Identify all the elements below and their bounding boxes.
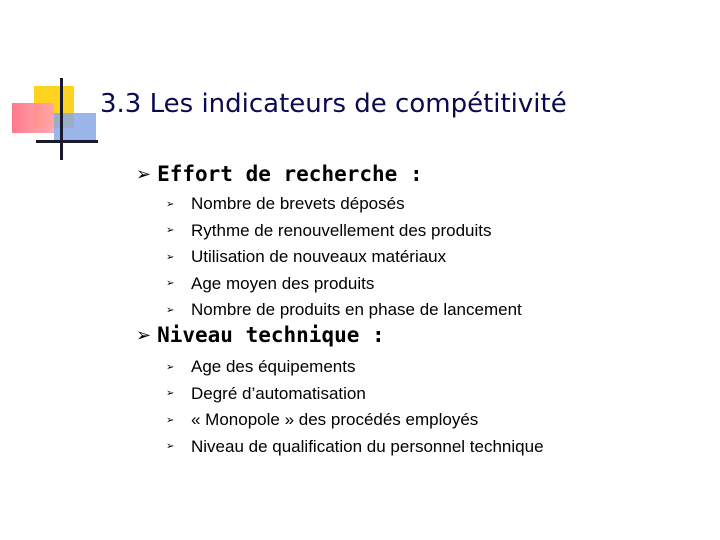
slide-title: 3.3 Les indicateurs de compétitivité — [100, 89, 567, 119]
list-item-label: « Monopole » des procédés employés — [191, 410, 479, 430]
arrowhead-right-icon: ➢ — [166, 278, 175, 290]
list-item-label: Niveau de qualification du personnel technique — [191, 436, 544, 456]
list-item-label: Nombre de produits en phase de lancement — [191, 300, 522, 320]
list-item-label: Age des équipements — [191, 357, 356, 377]
decor-red-square-highlight — [12, 103, 54, 133]
decor-vertical-line — [60, 78, 63, 160]
list-item — [166, 381, 544, 408]
decor-horizontal-line — [36, 140, 98, 143]
arrowhead-right-icon: ➢ — [166, 388, 175, 400]
list-item — [166, 271, 522, 298]
list-item-label: Rythme de renouvellement des produits — [191, 220, 492, 240]
section-heading-text: Niveau technique : — [157, 323, 385, 347]
list-item — [166, 244, 522, 271]
niveau-technique-list — [166, 354, 544, 460]
effort-recherche-list — [166, 191, 522, 324]
section-heading-text: Effort de recherche : — [157, 162, 423, 186]
list-item — [166, 297, 522, 324]
list-item — [166, 354, 544, 381]
arrowhead-right-icon: ➢ — [166, 304, 175, 316]
list-item-label: Age moyen des produits — [191, 273, 375, 293]
list-item — [166, 191, 522, 218]
list-item — [166, 434, 544, 461]
list-item-label: Degré d’automatisation — [191, 383, 366, 403]
arrowhead-right-icon: ➢ — [166, 414, 175, 426]
list-item — [166, 218, 522, 245]
arrowhead-right-icon: ➢ — [166, 198, 175, 210]
section-heading-effort-recherche — [136, 162, 423, 186]
arrowhead-right-icon: ➢ — [166, 251, 175, 263]
arrowhead-right-icon: ➢ — [136, 163, 152, 185]
list-item-label: Nombre de brevets déposés — [191, 194, 405, 214]
arrowhead-right-icon: ➢ — [166, 361, 175, 373]
arrowhead-right-icon: ➢ — [136, 324, 152, 346]
list-item — [166, 407, 544, 434]
section-heading-niveau-technique — [136, 323, 385, 347]
arrowhead-right-icon: ➢ — [166, 225, 175, 237]
list-item-label: Utilisation de nouveaux matériaux — [191, 247, 447, 267]
arrowhead-right-icon: ➢ — [166, 441, 175, 453]
